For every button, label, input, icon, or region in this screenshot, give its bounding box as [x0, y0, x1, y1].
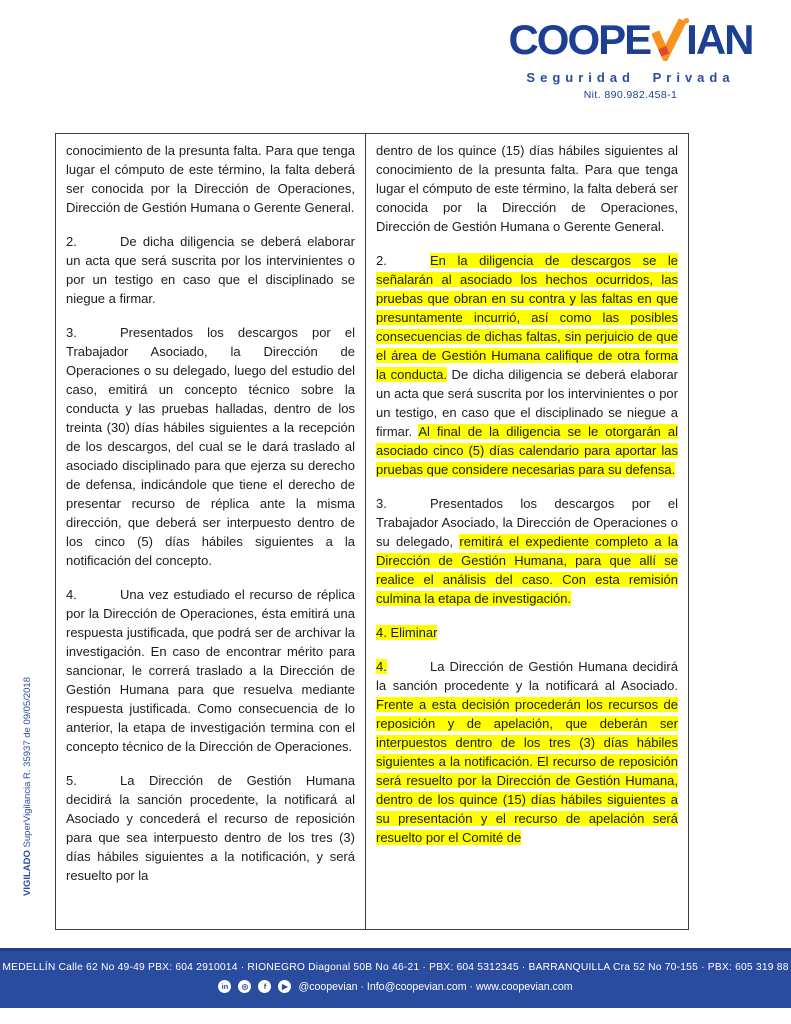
logo-text-after-v: IAN [686, 15, 753, 63]
paragraph-number [376, 657, 430, 676]
instagram-icon: ◎ [238, 980, 251, 993]
paragraph: 2. En la diligencia de descargos se le señalarán al asociado los hechos ocurridos, las pruebas que obran en su contra y las faltas en que presuntamente incurrió, así como las posibles consecuencias de dichas faltas, sin perjuicio de que el área de Gestión Humana califique de otra forma la conducta. De dicha diligencia se deberá elaborar un acta que será suscrita por los intervinientes o por un testigo, en caso que el disciplinado se niegue a firmar. Al final de la diligencia se le otorgarán al asociado cinco (5) días calendario para aportar las pruebas que considere necesarias para su defensa. [376, 253, 678, 477]
paragraph-number: 2. [66, 234, 77, 249]
highlighted-text: Frente a esta decisión procederán los recursos de reposición y de apelación, que deberán ser interpuestos dentro de los tres (3) días hábiles siguientes a la notificación. El recurso de reposición será resuelto por la Dirección de Gestión Humana, dentro de los quince (15) días hábiles siguientes a su presentación y el recurso de apelación será resuelto por el Comité de [376, 697, 678, 845]
youtube-icon: ▶ [278, 980, 291, 993]
footer-contact-line [0, 980, 791, 993]
paragraph: 3. Presentados los descargos por el Trabajador Asociado, la Dirección de Operaciones o su delegado, luego del estudio del caso, emitirá un concepto técnico sobre la conducta y las pruebas halladas, dentro de los treinta (30) días hábiles siguientes a la recepción de los descargos, del cual se le dará traslado al asociado disciplinado para que ejerza su derecho de defensa, indicándole que tiene el derecho de presentar recurso de réplica ante la misma dirección, que deberá ser interpuesto dentro de los cinco (5) días hábiles siguientes a la notificación del concepto. [66, 325, 355, 568]
vigilado-watermark [22, 660, 36, 896]
footer-addresses: MEDELLÍN Calle 62 No 49-49 PBX: 604 2910014 · RIONEGRO Diagonal 50B No 46-21 · PBX: 604 5312345 · BARRANQUILLA Cra 52 No 70-155 · PBX: 605 319 88 [2, 962, 789, 973]
highlighted-text: Al final de la diligencia se le otorgarán al asociado cinco (5) días calendario para aportar las pruebas que considere necesarias para su defensa. [376, 424, 678, 477]
vigilado-watermark-rest: SuperVigilancia R. 35937 de 09/05/2018 [22, 677, 33, 851]
paragraph: 2. De dicha diligencia se deberá elaborar un acta que será suscrita por los intervinientes o por un testigo en caso que el disciplinado se niegue a firmar. [66, 234, 355, 306]
paragraph-number: 2. [376, 253, 387, 268]
logo-check-v-icon [648, 16, 690, 61]
paragraph: 4. Una vez estudiado el recurso de réplica por la Dirección de Operaciones, ésta emitirá una respuesta justificada, que podrá ser de archivar la investigación. En caso de encontrar mérito para sancionar, le correrá traslado a la Dirección de Gestión Humana para que resuelva mediante respuesta justificada. Como consecuencia de lo anterior, la etapa de investigación termina con el concepto técnico de la Dirección de Operaciones. [66, 587, 355, 754]
highlighted-text: 4. Eliminar [376, 625, 438, 640]
paragraph: 3. Presentados los descargos por el Trabajador Asociado, la Dirección de Operaciones o su delegado, remitirá el expediente completo a la Dirección de Gestión Humana, para que allí se realice el análisis del caso. Con esta remisión culmina la etapa de investigación. [376, 496, 678, 606]
paragraph: 5. La Dirección de Gestión Humana decidirá la sanción procedente, la notificará al Asociado y concederá el recurso de reposición para que sea interpuesto dentro de los tres (3) días hábiles siguientes a la notificación, y será resuelto por la [66, 773, 355, 883]
paragraph-number: 3. [66, 325, 77, 340]
logo-text-before-v: COOPE [508, 15, 651, 63]
paragraph-number: 4. [66, 587, 77, 602]
comparison-table [55, 133, 689, 930]
linkedin-icon: in [218, 980, 231, 993]
highlighted-text: remitirá el expediente completo a la Dirección de Gestión Humana, para que allí se realice el análisis del caso. Con esta remisión culmina la etapa de investigación. [376, 534, 678, 606]
logo-wordmark [488, 16, 773, 63]
paragraph [376, 623, 678, 642]
right-column [366, 134, 689, 930]
footer-contact-text: @coopevian · Info@coopevian.com · www.coopevian.com [298, 980, 573, 993]
paragraph: 4. La Dirección de Gestión Humana decidirá la sanción procedente y la notificará al Asociado. Frente a esta decisión procederán los recursos de reposición y de apelación, que deberán ser interpuestos dentro de los tres (3) días hábiles siguientes a la notificación. El recurso de reposición será resuelto por la Dirección de Gestión Humana, dentro de los quince (15) días hábiles siguientes a su presentación y el recurso de apelación será resuelto por el Comité de [376, 659, 678, 845]
facebook-icon: f [258, 980, 271, 993]
paragraph-number: 5. [66, 773, 77, 788]
paragraph: dentro de los quince (15) días hábiles siguientes al conocimiento de la presunta falta. Para que tenga lugar el cómputo de este término, la falta deberá ser conocida por la Dirección de Operaciones, Dirección de Gestión Humana o Gerente General. [376, 143, 678, 234]
highlighted-text: En la diligencia de descargos se le señalarán al asociado los hechos ocurridos, las pruebas que obran en su contra y las faltas en que presuntamente incurrió, así como las posibles consecuencias de dichas faltas, sin perjuicio de que el área de Gestión Humana califique de otra forma la conducta. [376, 253, 678, 382]
paragraph: conocimiento de la presunta falta. Para que tenga lugar el cómputo de este término, la falta deberá ser conocida por la Dirección de Operaciones, Dirección de Gestión Humana o Gerente General. [66, 143, 355, 215]
logo-nit: Nit. 890.982.458-1 [583, 89, 678, 101]
highlighted-text: 4. [376, 659, 387, 674]
left-column [56, 134, 366, 930]
vigilado-watermark-bold: VIGILADO [22, 850, 33, 896]
social-icons [218, 980, 291, 993]
coopevian-logo [488, 16, 773, 101]
footer-band [0, 948, 791, 1008]
paragraph-number: 3. [376, 496, 387, 511]
logo-tagline: Seguridad Privada [526, 70, 735, 85]
